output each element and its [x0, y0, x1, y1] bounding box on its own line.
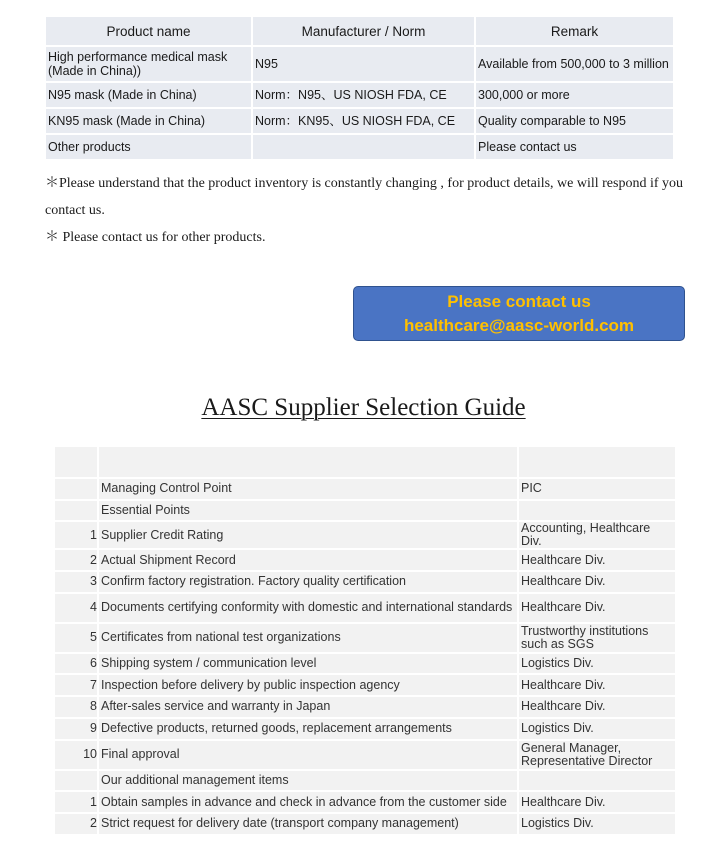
row-item: Actual Shipment Record	[98, 549, 518, 571]
row-item: Inspection before delivery by public inspection agency	[98, 674, 518, 696]
row-pic: Healthcare Div.	[518, 696, 675, 718]
table-row	[55, 521, 675, 549]
product-table	[44, 15, 675, 161]
row-number: 9	[55, 718, 98, 740]
row-pic: Healthcare Div.	[518, 674, 675, 696]
row-item: Supplier Credit Rating	[98, 521, 518, 549]
row-item: Obtain samples in advance and check in advance from the customer side	[98, 791, 518, 813]
table-row	[55, 623, 675, 653]
remark-cell: Please contact us	[476, 135, 673, 159]
column-header-pic: PIC	[518, 478, 675, 500]
row-item: Certificates from national test organizations	[98, 623, 518, 653]
table-row	[55, 718, 675, 740]
row-pic: Trustworthy institutions such as SGS	[518, 623, 675, 653]
row-number: 1	[55, 521, 98, 549]
header-manufacturer-norm: Manufacturer / Norm	[253, 17, 474, 45]
row-pic: Logistics Div.	[518, 718, 675, 740]
table-row	[55, 696, 675, 718]
row-number: 6	[55, 653, 98, 675]
table-row	[55, 740, 675, 770]
row-pic: Healthcare Div.	[518, 549, 675, 571]
product-name-cell: Other products	[46, 135, 251, 159]
remark-cell: 300,000 or more	[476, 83, 673, 107]
table-row	[55, 791, 675, 813]
norm-cell: Norm：KN95、US NIOSH FDA, CE	[253, 109, 474, 133]
table-row	[46, 135, 673, 159]
row-item: Defective products, returned goods, replacement arrangements	[98, 718, 518, 740]
remark-cell: Quality comparable to N95	[476, 109, 673, 133]
row-pic: Healthcare Div.	[518, 571, 675, 593]
row-item: Documents certifying conformity with domestic and international standards	[98, 593, 518, 623]
header-remark: Remark	[476, 17, 673, 45]
norm-cell: Norm：N95、US NIOSH FDA, CE	[253, 83, 474, 107]
table-row	[46, 109, 673, 133]
row-item: Final approval	[98, 740, 518, 770]
contact-button[interactable]	[353, 286, 685, 341]
table-row	[55, 447, 675, 478]
guide-table	[55, 447, 675, 836]
section-essential-points: Essential Points	[98, 500, 518, 522]
row-number: 2	[55, 813, 98, 835]
table-row	[55, 593, 675, 623]
product-name-cell: High performance medical mask (Made in China))	[46, 47, 251, 81]
row-number: 8	[55, 696, 98, 718]
table-row	[46, 83, 673, 107]
norm-cell: N95	[253, 47, 474, 81]
row-number: 3	[55, 571, 98, 593]
row-pic: General Manager, Representative Director	[518, 740, 675, 770]
contact-email[interactable]: healthcare@aasc-world.com	[403, 315, 635, 335]
product-name-cell: KN95 mask (Made in China)	[46, 109, 251, 133]
row-number: 2	[55, 549, 98, 571]
table-row	[55, 653, 675, 675]
remark-cell: Available from 500,000 to 3 million	[476, 47, 673, 81]
table-row	[55, 813, 675, 835]
norm-cell	[253, 135, 474, 159]
row-item: Confirm factory registration. Factory quality certification	[98, 571, 518, 593]
section-additional-items: Our additional management items	[98, 770, 518, 792]
row-number: 10	[55, 740, 98, 770]
guide-title-text: AASC Supplier Selection Guide	[201, 394, 526, 421]
product-name-cell: N95 mask (Made in China)	[46, 83, 251, 107]
product-table-header	[46, 17, 673, 45]
header-product-name: Product name	[46, 17, 251, 45]
table-row	[46, 47, 673, 81]
row-item: Strict request for delivery date (transport company management)	[98, 813, 518, 835]
row-pic: Healthcare Div.	[518, 791, 675, 813]
row-item: After-sales service and warranty in Japan	[98, 696, 518, 718]
section-row	[55, 770, 675, 792]
contact-label: Please contact us	[447, 291, 591, 311]
row-number: 4	[55, 593, 98, 623]
column-header-item: Managing Control Point	[98, 478, 518, 500]
table-row	[55, 478, 675, 500]
section-row	[55, 500, 675, 522]
row-pic: Accounting, Healthcare Div.	[518, 521, 675, 549]
table-row	[55, 549, 675, 571]
row-number: 5	[55, 623, 98, 653]
table-row	[55, 571, 675, 593]
row-item: Shipping system / communication level	[98, 653, 518, 675]
notes	[45, 170, 705, 251]
row-number: 7	[55, 674, 98, 696]
row-pic: Logistics Div.	[518, 813, 675, 835]
note-inventory: ＊Please understand that the product inventory is constantly changing , for product details, we will respond if you contact us.	[45, 176, 684, 218]
row-number: 1	[55, 791, 98, 813]
note-other-products: ＊ Please contact us for other products.	[45, 230, 266, 245]
table-row	[55, 674, 675, 696]
row-pic: Healthcare Div.	[518, 593, 675, 623]
guide-title	[0, 394, 727, 422]
row-pic: Logistics Div.	[518, 653, 675, 675]
